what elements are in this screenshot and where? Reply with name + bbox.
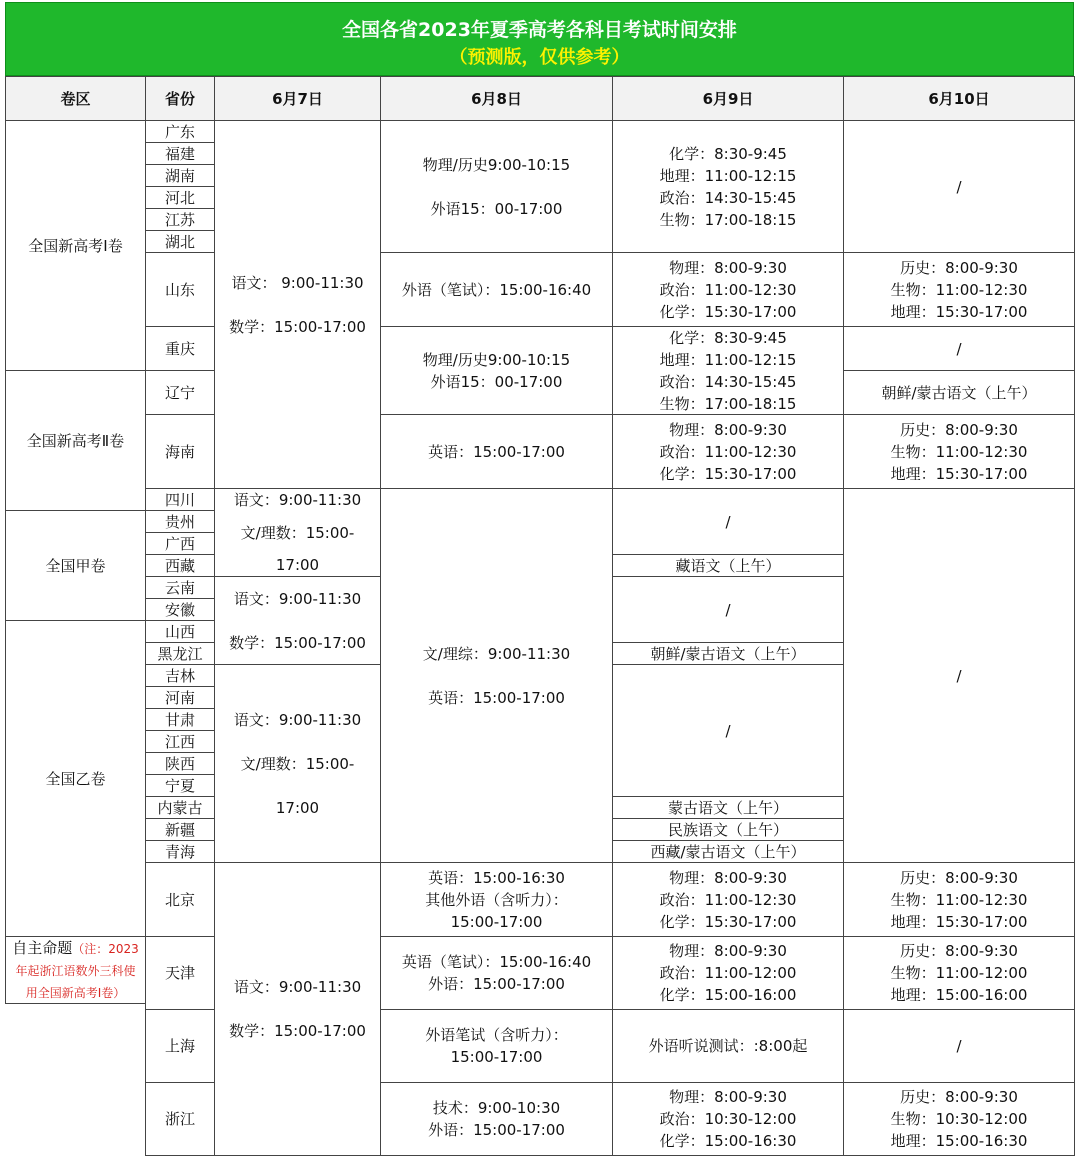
june9-hainan-line: 化学：15:30-17:00: [659, 464, 797, 483]
june8-beijing-line: 英语：15:00-16:30: [428, 868, 565, 887]
june8-shanghai: [380, 1009, 613, 1083]
june9-xinjiang: 民族语文（上午）: [612, 818, 844, 841]
june9-new-gaokao-1: [612, 120, 844, 253]
june9-zhejiang-line: 化学：15:00-16:30: [659, 1132, 797, 1150]
province-guangdong: 广东: [145, 120, 215, 143]
june8-jia-yi-line: 英语：15:00-17:00: [428, 688, 565, 707]
june10-zhejiang-line: 历史：8:00-9:30: [900, 1088, 1018, 1106]
june7-new-gaokao-line: 语文： 9:00-11:30: [231, 273, 364, 292]
june8-new-gaokao-1-line: 外语15：00-17:00: [430, 199, 563, 218]
june10-beijing-line: 历史：8:00-9:30: [900, 868, 1018, 887]
province-beijing: 北京: [145, 862, 215, 937]
june8-new-gaokao-1: [380, 120, 613, 253]
june9-shandong: [612, 252, 844, 327]
province-anhui: 安徽: [145, 598, 215, 621]
june8-shanghai-line: 外语笔试（含听力）：: [425, 1026, 568, 1044]
june9-shandong-line: 政治：11:00-12:30: [659, 280, 797, 299]
june7-yi-1: [214, 576, 381, 665]
province-xinjiang: 新疆: [145, 818, 215, 841]
june7-yi-1-line: 数学：15:00-17:00: [229, 633, 366, 652]
june9-shanghai: 外语听说测试：:8:00起: [612, 1009, 844, 1083]
page-title: 全国各省2023年夏季高考各科目考试时间安排: [342, 19, 737, 41]
region-zizhu-label: [10, 937, 141, 1003]
june7-yi-2-line: 文/理数：15:00-: [240, 754, 355, 773]
province-jilin: 吉林: [145, 664, 215, 687]
province-xizang: 西藏: [145, 554, 215, 577]
province-henan: 河南: [145, 686, 215, 709]
june9-yunnan-shanxi: /: [612, 576, 844, 643]
june8-hainan: 英语：15:00-17:00: [380, 414, 613, 489]
june9-new-gaokao-2: [612, 326, 844, 415]
june7-new-gaokao: [214, 120, 381, 489]
june9-hainan: [612, 414, 844, 489]
june10-jia-yi: /: [843, 488, 1075, 863]
june10-shandong-line: 生物：11:00-12:30: [890, 280, 1028, 299]
province-fujian: 福建: [145, 142, 215, 165]
june9-new-gaokao-1-line: 化学：8:30-9:45: [669, 144, 787, 163]
june9-new-gaokao-2-line: 生物：17:00-18:15: [659, 394, 797, 413]
page-subtitle: （预测版，仅供参考）: [449, 47, 630, 68]
june10-zhejiang-line: 地理：15:00-16:30: [890, 1132, 1028, 1150]
june7-jia: [214, 488, 381, 577]
june9-neimenggu: 蒙古语文（上午）: [612, 796, 844, 819]
june9-qinghai: 西藏/蒙古语文（上午）: [612, 840, 844, 863]
june10-zhejiang: [843, 1082, 1075, 1156]
header-june8: 6月8日: [380, 76, 613, 121]
province-shandong: 山东: [145, 252, 215, 327]
june10-tianjin-line: 生物：11:00-12:00: [890, 964, 1028, 982]
june9-shandong-line: 物理：8:00-9:30: [669, 258, 787, 277]
june10-hainan-line: 地理：15:30-17:00: [890, 464, 1028, 483]
june9-new-gaokao-2-line: 地理：11:00-12:15: [659, 350, 797, 369]
region-jia: 全国甲卷: [5, 510, 146, 621]
province-shanxi: 山西: [145, 620, 215, 643]
province-neimenggu: 内蒙古: [145, 796, 215, 819]
june9-new-gaokao-1-line: 政治：14:30-15:45: [659, 188, 797, 207]
june9-beijing-line: 政治：11:00-12:30: [659, 890, 797, 909]
june8-beijing-line: 15:00-17:00: [450, 912, 543, 931]
header-region: 卷区: [5, 76, 146, 121]
june9-tianjin-line: 政治：11:00-12:00: [659, 964, 797, 982]
june9-beijing-line: 化学：15:30-17:00: [659, 912, 797, 931]
june7-zizhu-line: 数学：15:00-17:00: [229, 1022, 366, 1040]
june7-yi-2-line: 语文：9:00-11:30: [233, 710, 362, 729]
province-jiangsu: 江苏: [145, 208, 215, 231]
june9-sichuan-guangxi: /: [612, 488, 844, 555]
june10-beijing: [843, 862, 1075, 937]
june10-tianjin-line: 历史：8:00-9:30: [900, 942, 1018, 960]
june10-tianjin-line: 地理：15:00-16:00: [890, 986, 1028, 1004]
province-liaoning: 辽宁: [145, 370, 215, 415]
province-guizhou: 贵州: [145, 510, 215, 533]
june8-beijing-line: 其他外语（含听力）：: [425, 890, 568, 909]
june9-new-gaokao-2-line: 化学：8:30-9:45: [669, 328, 787, 347]
june9-new-gaokao-1-line: 生物：17:00-18:15: [659, 210, 797, 229]
june8-zhejiang-line: 外语：15:00-17:00: [428, 1121, 565, 1139]
june7-zizhu: [214, 862, 381, 1156]
province-tianjin: 天津: [145, 936, 215, 1010]
june7-yi-2: [214, 664, 381, 863]
region-new-gaokao-1: 全国新高考Ⅰ卷: [5, 120, 146, 371]
region-zizhu: [5, 936, 146, 1004]
region-zizhu-note: （注：2023年起浙江语数外三科使用全国新高考Ⅰ卷）: [15, 942, 139, 1000]
june10-tianjin: [843, 936, 1075, 1010]
june10-zhejiang-line: 生物：10:30-12:00: [890, 1110, 1028, 1128]
june10-beijing-line: 地理：15:30-17:00: [890, 912, 1028, 931]
june8-jia-yi-line: 文/理综：9:00-11:30: [422, 644, 571, 663]
june7-jia-line: 17:00: [275, 556, 320, 574]
june9-zhejiang-line: 政治：10:30-12:00: [659, 1110, 797, 1128]
june9-zhejiang-line: 物理：8:00-9:30: [669, 1088, 787, 1106]
june9-new-gaokao-1-line: 地理：11:00-12:15: [659, 166, 797, 185]
june7-new-gaokao-line: 数学：15:00-17:00: [229, 317, 366, 336]
province-hainan: 海南: [145, 414, 215, 489]
province-chongqing: 重庆: [145, 326, 215, 371]
june10-hainan-line: 生物：11:00-12:30: [890, 442, 1028, 461]
region-yi: 全国乙卷: [5, 620, 146, 937]
june9-tianjin-line: 物理：8:00-9:30: [669, 942, 787, 960]
june8-shanghai-line: 15:00-17:00: [450, 1048, 543, 1066]
june8-tianjin: [380, 936, 613, 1010]
june7-yi-2-line: 17:00: [275, 798, 320, 817]
june10-chongqing: /: [843, 326, 1075, 371]
june9-zhejiang: [612, 1082, 844, 1156]
header-june9: 6月9日: [612, 76, 844, 121]
june9-shandong-line: 化学：15:30-17:00: [659, 302, 797, 321]
header-june7: 6月7日: [214, 76, 381, 121]
june9-new-gaokao-2-line: 政治：14:30-15:45: [659, 372, 797, 391]
province-shaanxi: 陕西: [145, 752, 215, 775]
june8-new-gaokao-2: [380, 326, 613, 415]
province-hubei: 湖北: [145, 230, 215, 253]
province-shanghai: 上海: [145, 1009, 215, 1083]
province-guangxi: 广西: [145, 532, 215, 555]
june8-shandong: 外语（笔试）：15:00-16:40: [380, 252, 613, 327]
june9-tianjin-line: 化学：15:00-16:00: [659, 986, 797, 1004]
header-june10: 6月10日: [843, 76, 1075, 121]
june10-shandong-line: 地理：15:30-17:00: [890, 302, 1028, 321]
june9-beijing-line: 物理：8:00-9:30: [669, 868, 787, 887]
june10-hainan-line: 历史：8:00-9:30: [900, 420, 1018, 439]
june7-zizhu-line: 语文：9:00-11:30: [233, 978, 362, 996]
june10-new-gaokao-1: /: [843, 120, 1075, 253]
june8-zhejiang: [380, 1082, 613, 1156]
june9-henan-ningxia: /: [612, 664, 844, 797]
june8-tianjin-line: 英语（笔试）：15:00-16:40: [401, 953, 592, 971]
june10-beijing-line: 生物：11:00-12:30: [890, 890, 1028, 909]
june8-tianjin-line: 外语：15:00-17:00: [428, 975, 565, 993]
june9-beijing: [612, 862, 844, 937]
june9-xizang: 藏语文（上午）: [612, 554, 844, 577]
province-yunnan: 云南: [145, 576, 215, 599]
june7-jia-line: 文/理数：15:00-: [240, 523, 355, 542]
june7-jia-line: 语文：9:00-11:30: [233, 491, 362, 509]
region-zizhu-text: 自主命题: [12, 939, 73, 957]
province-qinghai: 青海: [145, 840, 215, 863]
june8-new-gaokao-2-line: 物理/历史9:00-10:15: [422, 350, 571, 369]
province-jiangxi: 江西: [145, 730, 215, 753]
june8-new-gaokao-2-line: 外语15：00-17:00: [430, 372, 563, 391]
province-sichuan: 四川: [145, 488, 215, 511]
june9-hainan-line: 物理：8:00-9:30: [669, 420, 787, 439]
region-new-gaokao-2: 全国新高考Ⅱ卷: [5, 370, 146, 511]
june10-hainan: [843, 414, 1075, 489]
province-ningxia: 宁夏: [145, 774, 215, 797]
province-heilongjiang: 黑龙江: [145, 642, 215, 665]
june7-yi-1-line: 语文：9:00-11:30: [233, 589, 362, 608]
header-province: 省份: [145, 76, 215, 121]
june8-beijing: [380, 862, 613, 937]
june10-shandong: [843, 252, 1075, 327]
june9-tianjin: [612, 936, 844, 1010]
june9-jilin: 朝鲜/蒙古语文（上午）: [612, 642, 844, 665]
june10-liaoning: 朝鲜/蒙古语文（上午）: [843, 370, 1075, 415]
june8-zhejiang-line: 技术：9:00-10:30: [432, 1099, 561, 1117]
june8-new-gaokao-1-line: 物理/历史9:00-10:15: [422, 155, 571, 174]
june10-shandong-line: 历史：8:00-9:30: [900, 258, 1018, 277]
province-gansu: 甘肃: [145, 708, 215, 731]
june10-shanghai: /: [843, 1009, 1075, 1083]
province-hebei: 河北: [145, 186, 215, 209]
province-zhejiang: 浙江: [145, 1082, 215, 1156]
june9-hainan-line: 政治：11:00-12:30: [659, 442, 797, 461]
june8-jia-yi: [380, 488, 613, 863]
province-hunan: 湖南: [145, 164, 215, 187]
